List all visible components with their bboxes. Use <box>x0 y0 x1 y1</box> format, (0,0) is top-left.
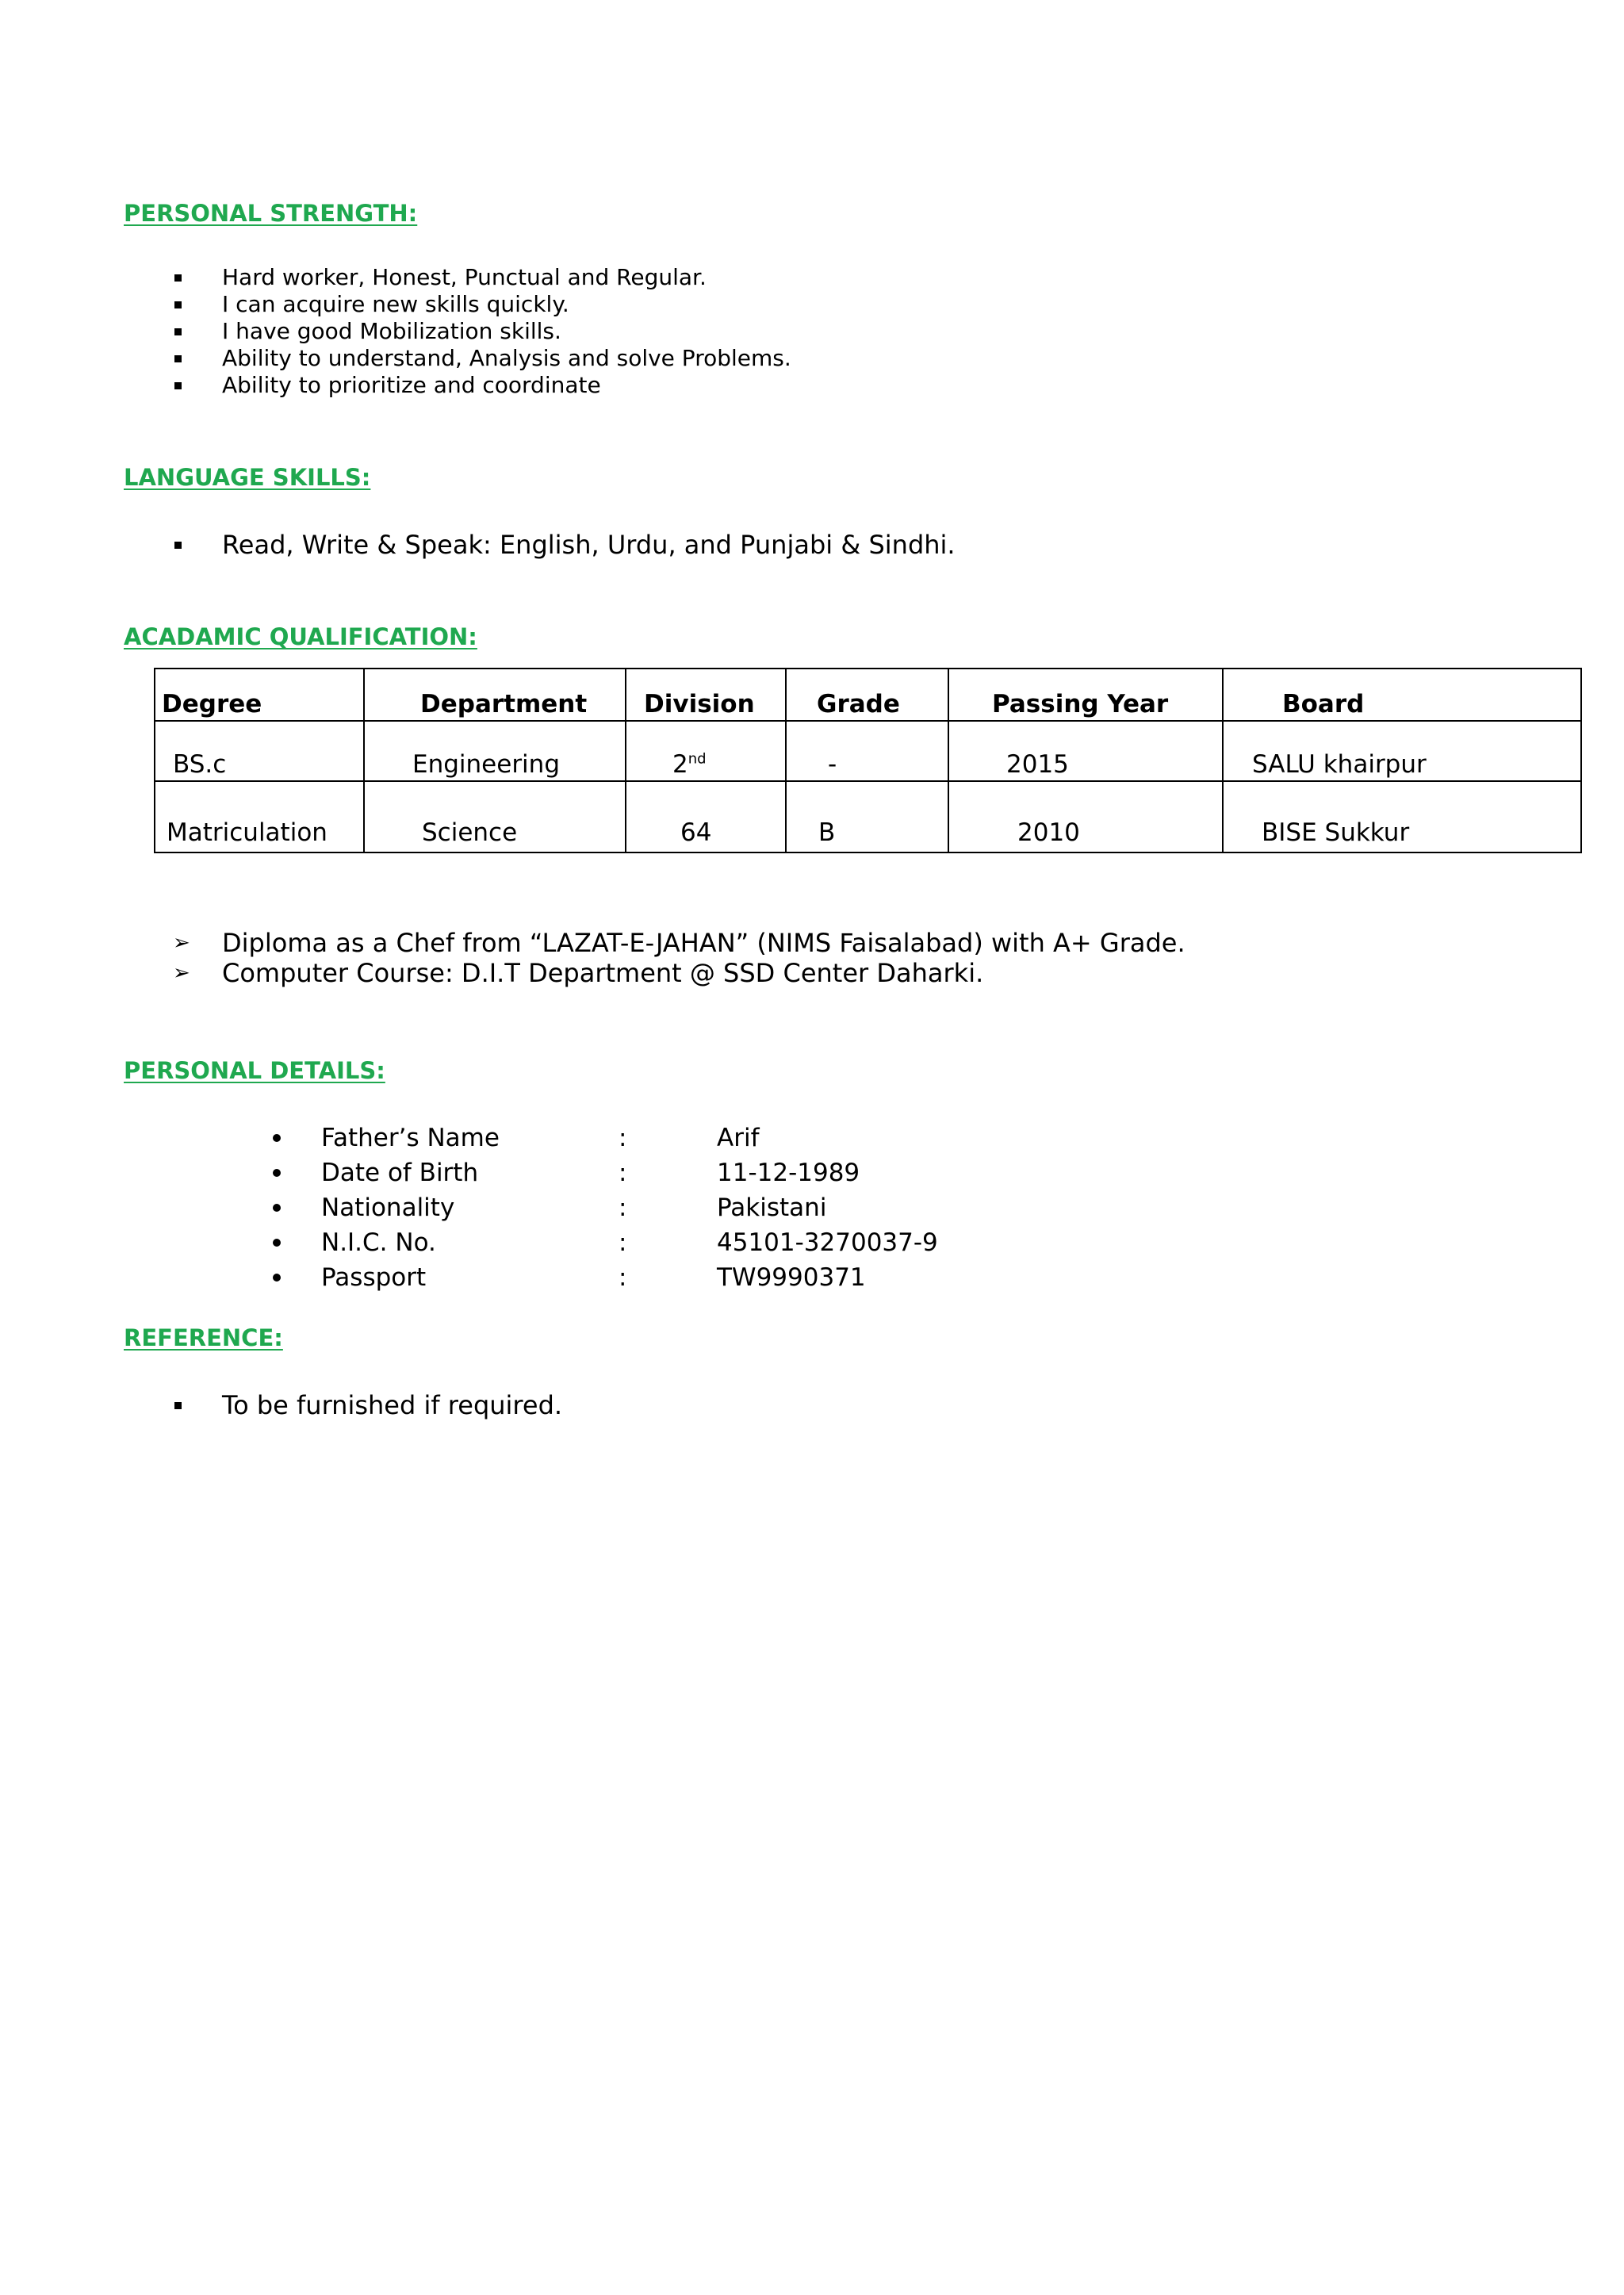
column-header-board: Board <box>1223 669 1581 721</box>
cell-grade: - <box>786 721 948 781</box>
round-bullet-icon <box>273 1274 281 1282</box>
square-bullet-icon <box>174 1402 182 1409</box>
square-bullet-icon <box>174 382 182 389</box>
column-header-department: Department <box>364 669 626 721</box>
column-header-division: Division <box>626 669 786 721</box>
qualification-table <box>154 668 1582 853</box>
square-bullet-icon <box>174 542 182 549</box>
cell-passing-year: 2015 <box>948 721 1223 781</box>
cell-board: SALU khairpur <box>1223 721 1581 781</box>
cell-department: Engineering <box>364 721 626 781</box>
column-header-degree: Degree <box>155 669 364 721</box>
table-row <box>155 781 1581 852</box>
arrow-bullet-icon: ➢ <box>173 961 190 985</box>
cell-department: Science <box>364 781 626 852</box>
cell-passing-year: 2010 <box>948 781 1223 852</box>
table-header-row <box>155 669 1581 721</box>
round-bullet-icon <box>273 1239 281 1247</box>
cell-board: BISE Sukkur <box>1223 781 1581 852</box>
column-header-grade: Grade <box>786 669 948 721</box>
section-heading-reference: REFERENCE: <box>124 1324 283 1351</box>
square-bullet-icon <box>174 274 182 282</box>
round-bullet-icon <box>273 1134 281 1142</box>
arrow-bullet-icon: ➢ <box>173 931 190 955</box>
cell-grade: B <box>786 781 948 852</box>
square-bullet-icon <box>174 301 182 308</box>
cell-degree: Matriculation <box>155 781 364 852</box>
column-header-passing-year: Passing Year <box>948 669 1223 721</box>
cell-division: 64 <box>626 781 786 852</box>
round-bullet-icon <box>273 1204 281 1212</box>
square-bullet-icon <box>174 328 182 335</box>
table-row <box>155 721 1581 781</box>
section-heading-academic-qualification: ACADAMIC QUALIFICATION: <box>124 623 477 650</box>
square-bullet-icon <box>174 355 182 362</box>
section-heading-personal-details: PERSONAL DETAILS: <box>124 1057 385 1084</box>
cell-division: 2nd <box>626 721 786 781</box>
round-bullet-icon <box>273 1169 281 1177</box>
cell-degree: BS.c <box>155 721 364 781</box>
section-heading-language-skills: LANGUAGE SKILLS: <box>124 464 371 491</box>
section-heading-personal-strength: PERSONAL STRENGTH: <box>124 200 418 227</box>
